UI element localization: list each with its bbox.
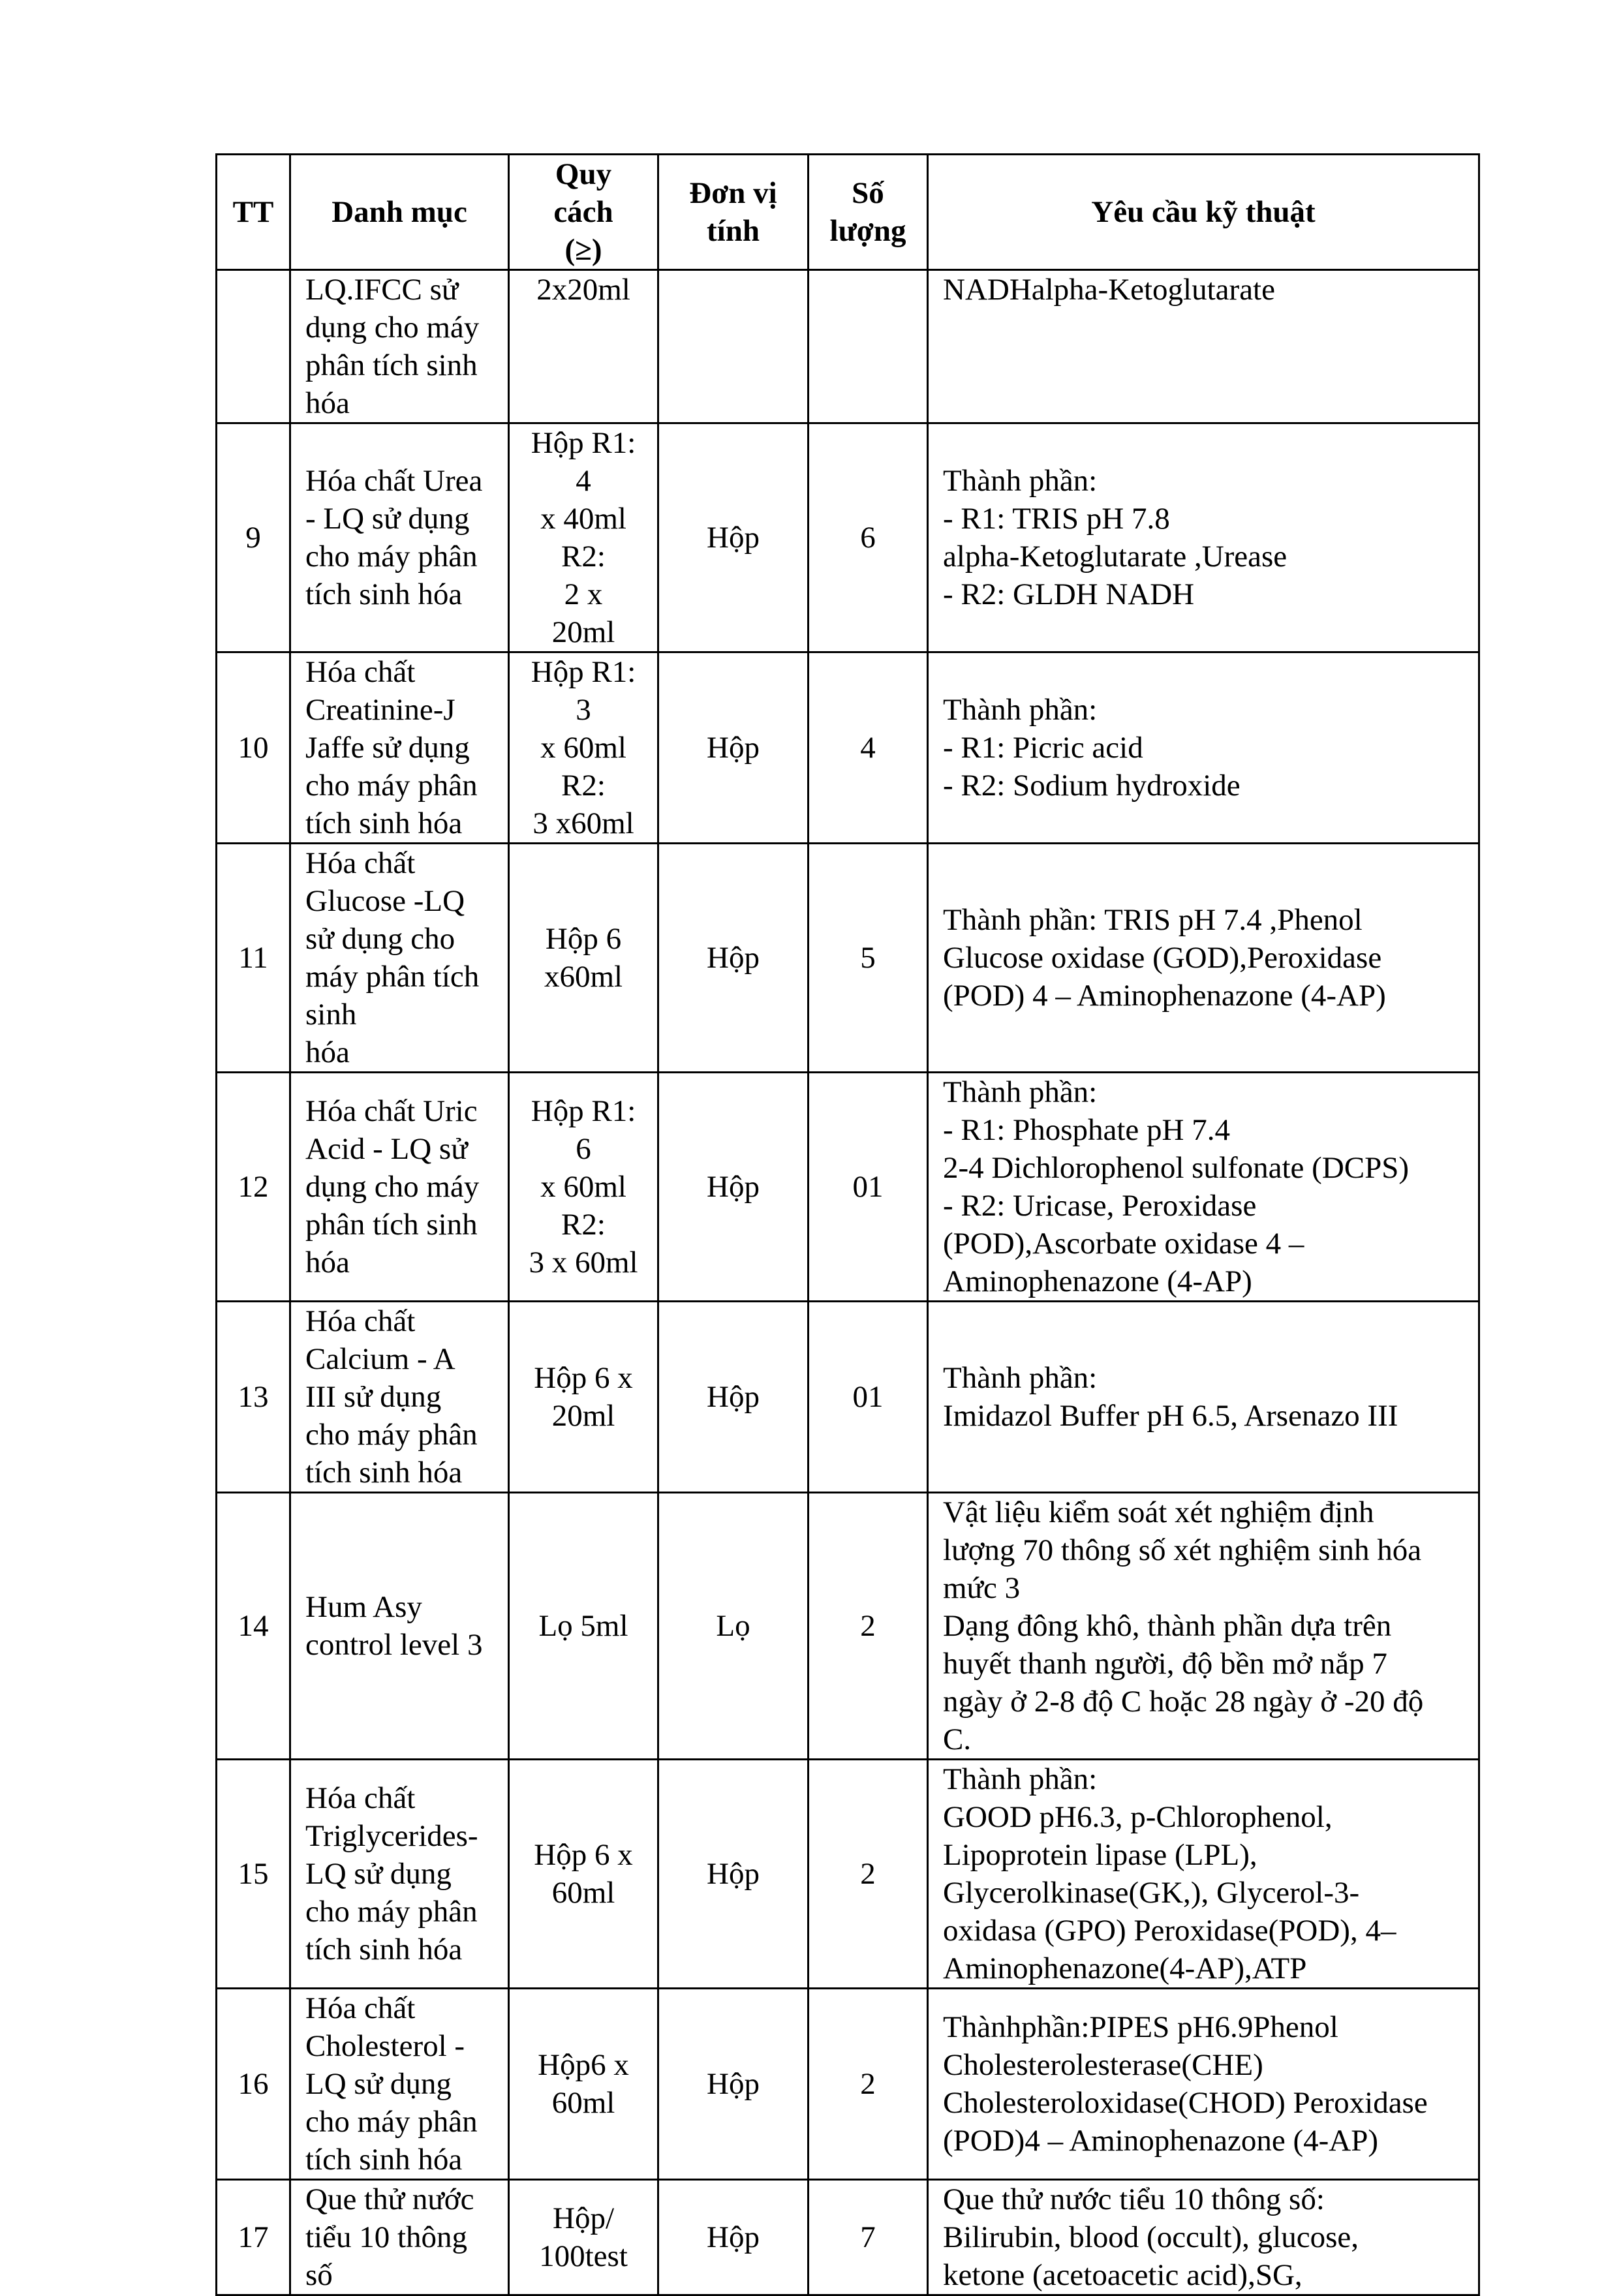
cell-so-luong: 5 bbox=[809, 844, 928, 1073]
table-row bbox=[217, 2180, 1479, 2295]
table-row bbox=[217, 1989, 1479, 2180]
cell-quy-cach: Hộp 6 x 20ml bbox=[509, 1302, 658, 1493]
cell-yeu-cau: Thành phần: - R1: TRIS pH 7.8 alpha-Ketoglutarate ,Urease - R2: GLDH NADH bbox=[928, 423, 1479, 652]
table-row bbox=[217, 1073, 1479, 1302]
cell-tt: 12 bbox=[217, 1073, 290, 1302]
cell-danh-muc: Que thử nước tiểu 10 thông số bbox=[290, 2180, 509, 2295]
cell-tt: 9 bbox=[217, 423, 290, 652]
table-row bbox=[217, 652, 1479, 844]
cell-quy-cach: Hộp6 x 60ml bbox=[509, 1989, 658, 2180]
cell-danh-muc: LQ.IFCC sử dụng cho máy phân tích sinh hóa bbox=[290, 270, 509, 423]
cell-tt: 17 bbox=[217, 2180, 290, 2295]
cell-danh-muc: Hóa chất Triglycerides- LQ sử dụng cho máy phân tích sinh hóa bbox=[290, 1760, 509, 1989]
cell-yeu-cau: Thành phần: - R1: Phosphate pH 7.4 2-4 Dichlorophenol sulfonate (DCPS) - R2: Uricase, Peroxidase (POD),Ascorbate oxidase 4 – Aminophenazone (4-AP) bbox=[928, 1073, 1479, 1302]
cell-yeu-cau: Que thử nước tiểu 10 thông số: Bilirubin, blood (occult), glucose, ketone (acetoacetic acid),SG, bbox=[928, 2180, 1479, 2295]
cell-don-vi: Hộp bbox=[658, 2180, 809, 2295]
cell-quy-cach: Hộp 6 x60ml bbox=[509, 844, 658, 1073]
cell-yeu-cau: Thành phần: GOOD pH6.3, p-Chlorophenol, Lipoprotein lipase (LPL), Glycerolkinase(GK,), Glycerol-3- oxidasa (GPO) Peroxidase(POD), 4– Aminophenazone(4-AP),ATP bbox=[928, 1760, 1479, 1989]
cell-so-luong bbox=[809, 270, 928, 423]
cell-don-vi: Hộp bbox=[658, 1989, 809, 2180]
header-quy-cach: Quy cách (≥) bbox=[509, 155, 658, 270]
cell-danh-muc: Hóa chất Creatinine-J Jaffe sử dụng cho máy phân tích sinh hóa bbox=[290, 652, 509, 844]
cell-don-vi: Hộp bbox=[658, 1760, 809, 1989]
cell-so-luong: 2 bbox=[809, 1493, 928, 1760]
cell-so-luong: 2 bbox=[809, 1989, 928, 2180]
cell-yeu-cau: Thànhphần:PIPES pH6.9Phenol Cholesterolesterase(CHE) Cholesteroloxidase(CHOD) Peroxidase (POD)4 – Aminophenazone (4-AP) bbox=[928, 1989, 1479, 2180]
cell-tt: 14 bbox=[217, 1493, 290, 1760]
cell-danh-muc: Hum Asy control level 3 bbox=[290, 1493, 509, 1760]
header-don-vi: Đơn vị tính bbox=[658, 155, 809, 270]
table-row bbox=[217, 423, 1479, 652]
cell-danh-muc: Hóa chất Uric Acid - LQ sử dụng cho máy phân tích sinh hóa bbox=[290, 1073, 509, 1302]
header-row bbox=[217, 155, 1479, 270]
cell-quy-cach: Hộp/ 100test bbox=[509, 2180, 658, 2295]
cell-don-vi: Hộp bbox=[658, 1073, 809, 1302]
table-row bbox=[217, 844, 1479, 1073]
cell-don-vi: Hộp bbox=[658, 652, 809, 844]
cell-tt: 11 bbox=[217, 844, 290, 1073]
cell-so-luong: 7 bbox=[809, 2180, 928, 2295]
cell-danh-muc: Hóa chất Glucose -LQ sử dụng cho máy phân tích sinh hóa bbox=[290, 844, 509, 1073]
technical-requirements-table bbox=[215, 153, 1480, 2296]
table-row bbox=[217, 1302, 1479, 1493]
cell-danh-muc: Hóa chất Calcium - A III sử dụng cho máy phân tích sinh hóa bbox=[290, 1302, 509, 1493]
header-so-luong: Số lượng bbox=[809, 155, 928, 270]
cell-don-vi bbox=[658, 270, 809, 423]
cell-tt bbox=[217, 270, 290, 423]
table-row bbox=[217, 1760, 1479, 1989]
cell-yeu-cau: Thành phần: - R1: Picric acid - R2: Sodium hydroxide bbox=[928, 652, 1479, 844]
cell-quy-cach: Hộp R1: 3 x 60ml R2: 3 x60ml bbox=[509, 652, 658, 844]
cell-tt: 16 bbox=[217, 1989, 290, 2180]
cell-so-luong: 4 bbox=[809, 652, 928, 844]
header-yeu-cau: Yêu cầu kỹ thuật bbox=[928, 155, 1479, 270]
cell-tt: 10 bbox=[217, 652, 290, 844]
cell-quy-cach: Hộp 6 x 60ml bbox=[509, 1760, 658, 1989]
cell-yeu-cau: NADHalpha-Ketoglutarate bbox=[928, 270, 1479, 423]
cell-quy-cach: 2x20ml bbox=[509, 270, 658, 423]
cell-quy-cach: Lọ 5ml bbox=[509, 1493, 658, 1760]
cell-tt: 13 bbox=[217, 1302, 290, 1493]
cell-yeu-cau: Thành phần: TRIS pH 7.4 ,Phenol Glucose oxidase (GOD),Peroxidase (POD) 4 – Aminophenazone (4-AP) bbox=[928, 844, 1479, 1073]
cell-so-luong: 01 bbox=[809, 1073, 928, 1302]
cell-don-vi: Hộp bbox=[658, 423, 809, 652]
cell-yeu-cau: Vật liệu kiểm soát xét nghiệm định lượng 70 thông số xét nghiệm sinh hóa mức 3 Dạng đông khô, thành phần dựa trên huyết thanh người, độ bền mở nắp 7 ngày ở 2-8 độ C hoặc 28 ngày ở -20 độ C. bbox=[928, 1493, 1479, 1760]
table-row bbox=[217, 1493, 1479, 1760]
cell-danh-muc: Hóa chất Urea - LQ sử dụng cho máy phân tích sinh hóa bbox=[290, 423, 509, 652]
cell-so-luong: 01 bbox=[809, 1302, 928, 1493]
cell-don-vi: Hộp bbox=[658, 844, 809, 1073]
header-danh-muc: Danh mục bbox=[290, 155, 509, 270]
cell-danh-muc: Hóa chất Cholesterol - LQ sử dụng cho máy phân tích sinh hóa bbox=[290, 1989, 509, 2180]
cell-tt: 15 bbox=[217, 1760, 290, 1989]
cell-so-luong: 2 bbox=[809, 1760, 928, 1989]
header-tt: TT bbox=[217, 155, 290, 270]
table-row bbox=[217, 270, 1479, 423]
cell-don-vi: Lọ bbox=[658, 1493, 809, 1760]
cell-yeu-cau: Thành phần: Imidazol Buffer pH 6.5, Arsenazo III bbox=[928, 1302, 1479, 1493]
cell-don-vi: Hộp bbox=[658, 1302, 809, 1493]
cell-quy-cach: Hộp R1: 4 x 40ml R2: 2 x 20ml bbox=[509, 423, 658, 652]
cell-so-luong: 6 bbox=[809, 423, 928, 652]
cell-quy-cach: Hộp R1: 6 x 60ml R2: 3 x 60ml bbox=[509, 1073, 658, 1302]
